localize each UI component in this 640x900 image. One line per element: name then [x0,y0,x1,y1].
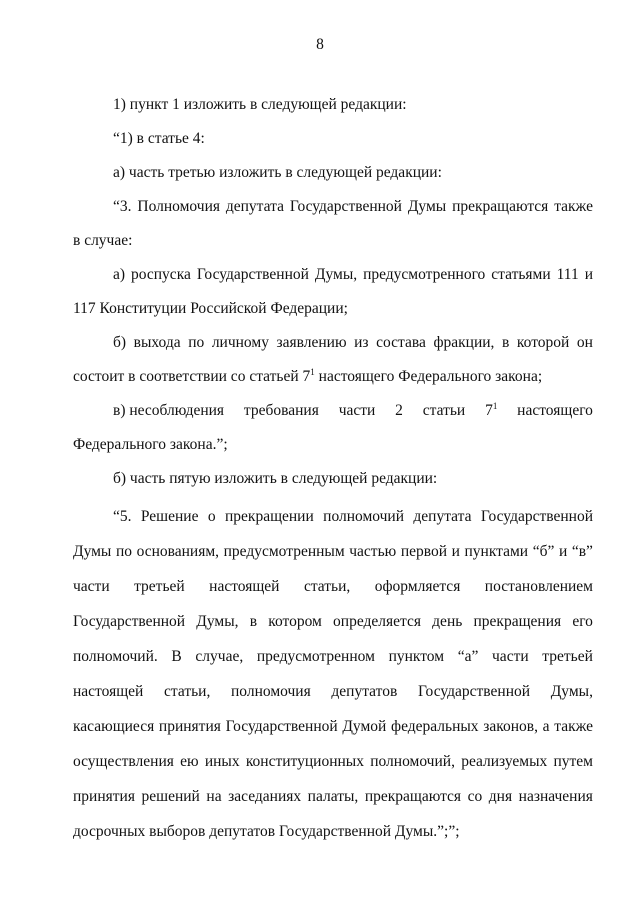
superscript: 1 [310,367,315,377]
text-line: в) несоблюдения требования части 2 статьи $7^1$ настоящего [113,401,593,419]
text-line: состоит в соответствии со статьей $7^1$ настоящего Федерального закона; [73,367,543,385]
text-line: Федерального закона.”; [73,436,228,453]
text-line: “1) в статье 4: [113,130,205,147]
page-number: 8 [316,36,324,53]
text-line: принятия решений на заседаниях палаты, прекращаются со дня назначения [73,788,593,805]
text-line: осуществления ею иных конституционных полномочий, реализуемых путем [73,753,593,770]
text-line: 117 Конституции Российской Федерации; [73,300,348,317]
text-line: досрочных выборов депутатов Государственной Думы.”;”; [73,823,460,840]
text-line: “3. Полномочия депутата Государственной Думы прекращаются также [113,198,593,215]
text-line: Государственной Думы, в котором определяется день прекращения его [73,613,593,630]
text-line: а) часть третью изложить в следующей редакции: [113,164,442,181]
text-line: части третьей настоящей статьи, оформляется постановлением [73,578,593,595]
text-line: настоящей статьи, полномочия депутатов Государственной Думы, [73,683,593,700]
text-line: полномочий. В случае, предусмотренном пунктом “а” части третьей [73,648,593,665]
text-line: а) роспуска Государственной Думы, предусмотренного статьями 111 и [113,266,593,283]
text-line: касающиеся принятия Государственной Думой федеральных законов, а также [73,718,593,735]
text-line: в случае: [73,232,133,249]
text-line: 1) пункт 1 изложить в следующей редакции: [113,96,407,113]
text-line: б) выхода по личному заявлению из состава фракции, в которой он [113,334,593,351]
text-line: “5. Решение о прекращении полномочий депутата Государственной [113,508,593,525]
text-line: Думы по основаниям, предусмотренным частью первой и пунктами “б” и “в” [73,543,593,560]
text-line: б) часть пятую изложить в следующей редакции: [113,470,438,487]
